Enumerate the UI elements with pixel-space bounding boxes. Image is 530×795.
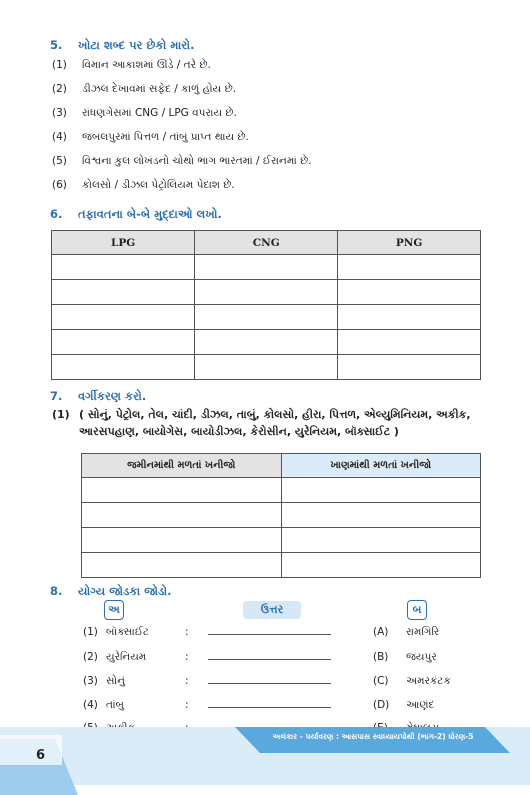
column-header-png: PNG: [338, 231, 481, 255]
table-cell[interactable]: [338, 255, 481, 280]
answer-blank-line[interactable]: [208, 659, 331, 660]
match-right-number: (D): [373, 699, 390, 711]
question-text[interactable]: વિમાન આકાશમાં ઊડે / તરે છે.: [82, 59, 211, 71]
question-item: [52, 107, 237, 120]
section-heading: વર્ગીકરણ કરો.: [78, 389, 147, 403]
table-cell[interactable]: [281, 553, 481, 578]
classification-table: [81, 453, 481, 578]
table-cell[interactable]: [281, 528, 481, 553]
question-number: (4): [52, 131, 67, 143]
question-text[interactable]: ડીઝલ દેખાવમાં સફેદ / કાળું હોય છે.: [82, 83, 237, 95]
table-cell[interactable]: [338, 305, 481, 330]
answer-column-label: ઉત્તર: [243, 601, 301, 619]
question-item: [52, 59, 211, 72]
match-colon: :: [185, 699, 189, 711]
match-left-number: (4): [83, 699, 98, 711]
column-a-label: અ: [104, 600, 124, 620]
footer-band: [0, 705, 530, 795]
column-b-label: બ: [407, 600, 427, 620]
question-number: (2): [52, 83, 67, 95]
question-number: (6): [52, 179, 67, 191]
match-right-term: આણંદ: [406, 699, 435, 711]
page-number: 6: [36, 748, 46, 763]
section-heading: ખોટા શબ્દ પર છેકો મારો.: [78, 38, 195, 52]
match-right-term: અમરકંટક: [406, 675, 451, 687]
section-number: 8.: [50, 584, 63, 598]
match-right-number: (B): [373, 651, 389, 663]
question-text[interactable]: વિશ્વના કુલ લોખંડનો ચોથો ભાગ ભારતમાં / ઈરાનમાં છે.: [82, 155, 312, 167]
section-number: 7.: [50, 389, 63, 403]
table-cell[interactable]: [281, 503, 481, 528]
section-6-title: [50, 207, 222, 222]
table-cell[interactable]: [195, 255, 338, 280]
match-row: [83, 626, 480, 644]
column-header-land: જમીનમાંથી મળતાં ખનીજો: [82, 454, 282, 478]
question-item: [52, 179, 235, 192]
table-cell[interactable]: [195, 305, 338, 330]
match-right-term: રામગિરિ: [406, 626, 440, 638]
match-right-term: જયપુર: [406, 651, 437, 663]
table-cell[interactable]: [338, 280, 481, 305]
section-8-title: [50, 584, 172, 599]
question-item: [52, 155, 312, 168]
table-cell[interactable]: [281, 478, 481, 503]
question-item: [52, 83, 236, 96]
match-left-number: (1): [83, 626, 98, 638]
match-colon: :: [185, 651, 189, 663]
table-cell[interactable]: [52, 280, 195, 305]
match-colon: :: [185, 675, 189, 687]
table-cell[interactable]: [195, 355, 338, 380]
item-number: (1): [52, 408, 70, 421]
question-text[interactable]: રાંધણગેસમાં CNG / LPG વપરાય છે.: [82, 107, 237, 119]
item-line-2: આરસપહાણ, બાયોગેસ, બાયોડીઝલ, કેરોસીન, યુરેનિયમ, બૉક્સાઈટ ): [79, 425, 399, 438]
match-left-term: સોનું: [106, 675, 125, 687]
table-cell[interactable]: [338, 355, 481, 380]
match-left-term: બૉક્સાઈટ: [106, 626, 150, 638]
section-number: 5.: [50, 38, 63, 52]
table-cell[interactable]: [52, 255, 195, 280]
question-number: (5): [52, 155, 67, 167]
column-header-lpg: LPG: [52, 231, 195, 255]
match-right-number: (C): [373, 675, 389, 687]
table-cell[interactable]: [195, 330, 338, 355]
section-number: 6.: [50, 207, 63, 221]
match-colon: :: [185, 626, 189, 638]
table-cell[interactable]: [52, 330, 195, 355]
table-cell[interactable]: [82, 553, 282, 578]
question-number: (3): [52, 107, 67, 119]
section-5-title: [50, 38, 195, 53]
section-heading: યોગ્ય જોડકા જોડો.: [78, 584, 172, 598]
book-title: અલંકાર - પર્યાવરણ : આસપાસ સ્વાધ્યાયપોથી (ભાગ-2) ધોરણ-5: [272, 732, 474, 741]
section-7-title: [50, 389, 146, 404]
column-header-mine: ખાણમાંથી મળતાં ખનીજો: [281, 454, 481, 478]
table-cell[interactable]: [82, 503, 282, 528]
match-row: [83, 651, 480, 669]
answer-blank-line[interactable]: [208, 683, 331, 684]
match-right-number: (A): [373, 626, 389, 638]
match-left-number: (3): [83, 675, 98, 687]
question-number: (1): [52, 59, 67, 71]
question-text[interactable]: જબલપુરમાં પિત્તળ / તાંબું પ્રાપ્ત થાય છે.: [82, 131, 249, 143]
question-text[interactable]: કોલસો / ડીઝલ પેટ્રોલિયમ પેદાશ છે.: [82, 179, 235, 191]
match-row: [83, 675, 480, 693]
match-left-term: તાંબુ: [106, 699, 124, 711]
table-cell[interactable]: [82, 528, 282, 553]
table-cell[interactable]: [338, 330, 481, 355]
table-cell[interactable]: [52, 355, 195, 380]
difference-table: [51, 230, 481, 380]
section-heading: તફાવતના બે-બે મુદ્દાઓ લખો.: [78, 207, 222, 221]
column-header-cng: CNG: [195, 231, 338, 255]
match-left-term: યુરેનિયમ: [106, 651, 147, 663]
footer-left-panel: [0, 735, 62, 765]
answer-blank-line[interactable]: [208, 634, 331, 635]
match-left-number: (2): [83, 651, 98, 663]
table-cell[interactable]: [195, 280, 338, 305]
question-item: [52, 131, 249, 144]
table-cell[interactable]: [82, 478, 282, 503]
table-cell[interactable]: [52, 305, 195, 330]
item-line-1: ( સોનું, પેટ્રોલ, તેલ, ચાંદી, ડીઝલ, તાબું, કોલસો, હીરા, પિત્તળ, એલ્યુમિનિયમ, અકીક,: [79, 408, 471, 421]
